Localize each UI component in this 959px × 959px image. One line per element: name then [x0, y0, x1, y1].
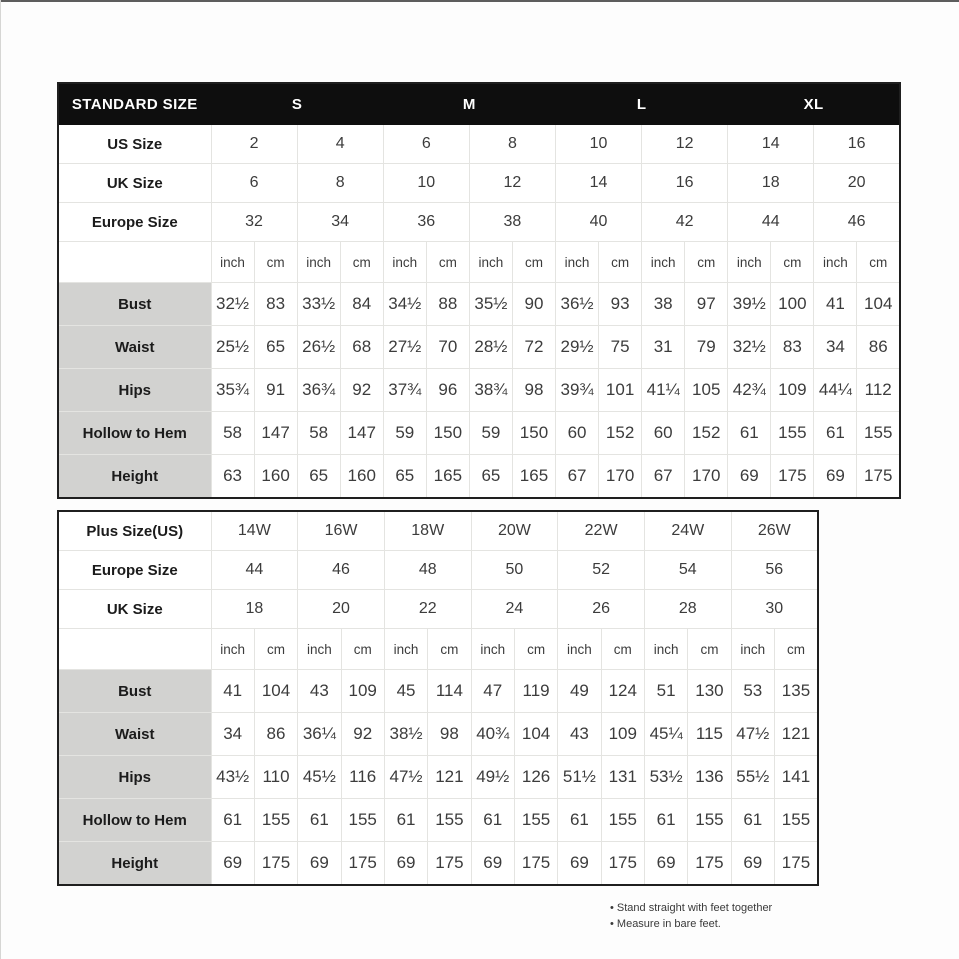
measure-value-cell: 160 [340, 455, 383, 499]
measure-value-cell: 104 [254, 670, 297, 713]
measure-value-cell: 61 [728, 412, 771, 455]
measure-value-cell: 61 [644, 799, 687, 842]
measure-value-cell: 98 [512, 369, 555, 412]
measure-value-cell: 45 [384, 670, 427, 713]
measure-value-cell: 61 [211, 799, 254, 842]
size-value-cell: 10 [556, 125, 642, 164]
measure-value-cell: 40¾ [471, 713, 514, 756]
row-label: Hips [58, 369, 211, 412]
measure-value-cell: 36¼ [298, 713, 341, 756]
measure-value-cell: 96 [426, 369, 469, 412]
measure-value-cell: 28½ [469, 326, 512, 369]
measure-value-cell: 36¾ [297, 369, 340, 412]
measure-row [58, 455, 900, 499]
unit-cell: inch [297, 242, 340, 283]
measure-value-cell: 152 [599, 412, 642, 455]
unit-cell: cm [774, 629, 818, 670]
size-value-cell: 28 [644, 590, 731, 629]
size-group-header: XL [728, 83, 900, 125]
size-row [58, 551, 818, 590]
measure-value-cell: 136 [688, 756, 731, 799]
measure-value-cell: 115 [688, 713, 731, 756]
unit-row-empty-cell [58, 242, 211, 283]
measure-value-cell: 38½ [384, 713, 427, 756]
unit-cell: cm [857, 242, 900, 283]
row-label: UK Size [58, 590, 211, 629]
measure-value-cell: 92 [340, 369, 383, 412]
measure-value-cell: 69 [384, 842, 427, 886]
banner-title: STANDARD SIZE [58, 83, 211, 125]
row-label: Hollow to Hem [58, 412, 211, 455]
unit-cell: inch [644, 629, 687, 670]
measure-value-cell: 53 [731, 670, 774, 713]
size-value-cell: 42 [642, 203, 728, 242]
measure-value-cell: 41¼ [642, 369, 685, 412]
size-value-cell: 2 [211, 125, 297, 164]
measure-row [58, 326, 900, 369]
size-value-cell: 16W [298, 511, 385, 551]
size-value-cell: 30 [731, 590, 818, 629]
measure-value-cell: 147 [340, 412, 383, 455]
measure-value-cell: 112 [857, 369, 900, 412]
measure-value-cell: 114 [428, 670, 471, 713]
size-value-cell: 16 [642, 164, 728, 203]
unit-cell: inch [384, 629, 427, 670]
size-row [58, 203, 900, 242]
measure-value-cell: 86 [857, 326, 900, 369]
measure-value-cell: 32½ [728, 326, 771, 369]
unit-cell: inch [469, 242, 512, 283]
measure-value-cell: 49 [558, 670, 601, 713]
size-value-cell: 16 [814, 125, 900, 164]
size-value-cell: 12 [642, 125, 728, 164]
measure-value-cell: 43 [298, 670, 341, 713]
measure-value-cell: 45½ [298, 756, 341, 799]
size-value-cell: 26 [558, 590, 645, 629]
row-label: UK Size [58, 164, 211, 203]
measure-value-cell: 29½ [556, 326, 599, 369]
size-value-cell: 8 [297, 164, 383, 203]
measure-row [58, 842, 818, 886]
measure-value-cell: 51 [644, 670, 687, 713]
measure-value-cell: 42¾ [728, 369, 771, 412]
size-value-cell: 14W [211, 511, 298, 551]
size-value-cell: 18W [384, 511, 471, 551]
size-value-cell: 56 [731, 551, 818, 590]
measure-value-cell: 61 [814, 412, 857, 455]
measure-value-cell: 175 [771, 455, 814, 499]
unit-cell: cm [341, 629, 384, 670]
measure-value-cell: 65 [469, 455, 512, 499]
measure-value-cell: 65 [383, 455, 426, 499]
size-value-cell: 14 [556, 164, 642, 203]
measure-value-cell: 44¼ [814, 369, 857, 412]
size-row [58, 164, 900, 203]
measure-value-cell: 53½ [644, 756, 687, 799]
row-label: Height [58, 455, 211, 499]
size-value-cell: 36 [383, 203, 469, 242]
measure-value-cell: 86 [254, 713, 297, 756]
measure-value-cell: 101 [599, 369, 642, 412]
measure-value-cell: 147 [254, 412, 297, 455]
measure-value-cell: 69 [644, 842, 687, 886]
measure-value-cell: 150 [512, 412, 555, 455]
unit-cell: cm [512, 242, 555, 283]
footnote-line: • Stand straight with feet together [610, 902, 773, 914]
unit-cell: inch [211, 629, 254, 670]
unit-cell: inch [731, 629, 774, 670]
measure-value-cell: 32½ [211, 283, 254, 326]
measure-value-cell: 135 [774, 670, 818, 713]
unit-cell: cm [428, 629, 471, 670]
row-label: Bust [58, 283, 211, 326]
measure-value-cell: 33½ [297, 283, 340, 326]
unit-cell: cm [254, 629, 297, 670]
measure-value-cell: 104 [857, 283, 900, 326]
measure-value-cell: 90 [512, 283, 555, 326]
size-value-cell: 24W [644, 511, 731, 551]
measure-value-cell: 47½ [384, 756, 427, 799]
measure-value-cell: 160 [254, 455, 297, 499]
measure-value-cell: 58 [211, 412, 254, 455]
measure-value-cell: 39½ [728, 283, 771, 326]
size-group-header: L [556, 83, 728, 125]
measure-value-cell: 104 [514, 713, 557, 756]
measure-value-cell: 109 [771, 369, 814, 412]
measure-value-cell: 69 [814, 455, 857, 499]
unit-cell: inch [471, 629, 514, 670]
row-label: US Size [58, 125, 211, 164]
size-value-cell: 38 [469, 203, 555, 242]
row-label: Hips [58, 756, 211, 799]
size-value-cell: 20 [298, 590, 385, 629]
measure-value-cell: 43½ [211, 756, 254, 799]
size-value-cell: 22 [384, 590, 471, 629]
unit-cell: inch [728, 242, 771, 283]
unit-cell: cm [514, 629, 557, 670]
measure-value-cell: 93 [599, 283, 642, 326]
left-edge-line [0, 0, 1, 959]
measure-value-cell: 105 [685, 369, 728, 412]
size-value-cell: 24 [471, 590, 558, 629]
measure-value-cell: 34 [814, 326, 857, 369]
unit-cell: cm [771, 242, 814, 283]
measure-value-cell: 175 [774, 842, 818, 886]
measure-value-cell: 61 [384, 799, 427, 842]
unit-cell: inch [558, 629, 601, 670]
row-label: Height [58, 842, 211, 886]
measure-value-cell: 155 [514, 799, 557, 842]
measure-value-cell: 126 [514, 756, 557, 799]
size-row [58, 511, 818, 551]
size-value-cell: 6 [211, 164, 297, 203]
size-value-cell: 34 [297, 203, 383, 242]
unit-cell: inch [642, 242, 685, 283]
measure-value-cell: 170 [599, 455, 642, 499]
measure-value-cell: 121 [774, 713, 818, 756]
measure-value-cell: 69 [558, 842, 601, 886]
measure-value-cell: 83 [254, 283, 297, 326]
size-value-cell: 6 [383, 125, 469, 164]
measure-row [58, 670, 818, 713]
size-value-cell: 40 [556, 203, 642, 242]
size-value-cell: 52 [558, 551, 645, 590]
unit-row [58, 242, 900, 283]
table-banner-row [58, 83, 900, 125]
measure-value-cell: 35¾ [211, 369, 254, 412]
measure-value-cell: 45¼ [644, 713, 687, 756]
measure-value-cell: 155 [774, 799, 818, 842]
measure-value-cell: 109 [601, 713, 644, 756]
measure-value-cell: 59 [469, 412, 512, 455]
measure-value-cell: 55½ [731, 756, 774, 799]
unit-cell: cm [688, 629, 731, 670]
measure-value-cell: 60 [556, 412, 599, 455]
unit-cell: cm [254, 242, 297, 283]
measure-value-cell: 110 [254, 756, 297, 799]
size-row [58, 125, 900, 164]
size-value-cell: 50 [471, 551, 558, 590]
measure-value-cell: 175 [601, 842, 644, 886]
row-label: Hollow to Hem [58, 799, 211, 842]
measure-value-cell: 41 [211, 670, 254, 713]
measure-value-cell: 79 [685, 326, 728, 369]
size-value-cell: 46 [298, 551, 385, 590]
size-row [58, 590, 818, 629]
standard-size-table [57, 82, 901, 499]
measure-value-cell: 67 [556, 455, 599, 499]
size-value-cell: 18 [728, 164, 814, 203]
measure-value-cell: 37¾ [383, 369, 426, 412]
measure-value-cell: 27½ [383, 326, 426, 369]
measure-value-cell: 61 [558, 799, 601, 842]
measure-row [58, 799, 818, 842]
measure-value-cell: 61 [731, 799, 774, 842]
measure-row [58, 369, 900, 412]
measure-value-cell: 34½ [383, 283, 426, 326]
unit-cell: inch [383, 242, 426, 283]
measure-value-cell: 43 [558, 713, 601, 756]
measure-value-cell: 155 [428, 799, 471, 842]
measure-value-cell: 155 [688, 799, 731, 842]
top-edge-line [0, 0, 959, 2]
measure-value-cell: 69 [471, 842, 514, 886]
unit-cell: cm [426, 242, 469, 283]
row-label: Europe Size [58, 203, 211, 242]
measure-value-cell: 97 [685, 283, 728, 326]
measure-value-cell: 131 [601, 756, 644, 799]
size-value-cell: 14 [728, 125, 814, 164]
row-label: Waist [58, 326, 211, 369]
measure-value-cell: 116 [341, 756, 384, 799]
size-value-cell: 44 [211, 551, 298, 590]
unit-cell: cm [601, 629, 644, 670]
measure-value-cell: 72 [512, 326, 555, 369]
size-value-cell: 48 [384, 551, 471, 590]
measure-value-cell: 75 [599, 326, 642, 369]
measure-value-cell: 68 [340, 326, 383, 369]
measure-value-cell: 49½ [471, 756, 514, 799]
measure-value-cell: 165 [426, 455, 469, 499]
measure-value-cell: 60 [642, 412, 685, 455]
measure-value-cell: 67 [642, 455, 685, 499]
measure-value-cell: 65 [254, 326, 297, 369]
measure-value-cell: 175 [857, 455, 900, 499]
measure-value-cell: 31 [642, 326, 685, 369]
measure-value-cell: 130 [688, 670, 731, 713]
measurement-footnotes [610, 900, 772, 932]
size-value-cell: 4 [297, 125, 383, 164]
measure-row [58, 412, 900, 455]
measure-value-cell: 124 [601, 670, 644, 713]
measure-value-cell: 152 [685, 412, 728, 455]
measure-value-cell: 175 [688, 842, 731, 886]
measure-value-cell: 25½ [211, 326, 254, 369]
measure-value-cell: 170 [685, 455, 728, 499]
measure-row [58, 756, 818, 799]
measure-value-cell: 150 [426, 412, 469, 455]
measure-value-cell: 65 [297, 455, 340, 499]
measure-value-cell: 175 [514, 842, 557, 886]
row-label: Waist [58, 713, 211, 756]
measure-value-cell: 121 [428, 756, 471, 799]
measure-value-cell: 98 [428, 713, 471, 756]
measure-value-cell: 84 [340, 283, 383, 326]
measure-value-cell: 175 [254, 842, 297, 886]
measure-value-cell: 61 [471, 799, 514, 842]
measure-value-cell: 36½ [556, 283, 599, 326]
size-value-cell: 44 [728, 203, 814, 242]
measure-value-cell: 109 [341, 670, 384, 713]
measure-value-cell: 63 [211, 455, 254, 499]
size-value-cell: 18 [211, 590, 298, 629]
measure-value-cell: 35½ [469, 283, 512, 326]
measure-value-cell: 26½ [297, 326, 340, 369]
unit-cell: cm [340, 242, 383, 283]
measure-value-cell: 69 [298, 842, 341, 886]
size-value-cell: 10 [383, 164, 469, 203]
measure-value-cell: 155 [857, 412, 900, 455]
measure-value-cell: 155 [771, 412, 814, 455]
measure-value-cell: 69 [211, 842, 254, 886]
size-value-cell: 26W [731, 511, 818, 551]
unit-cell: cm [599, 242, 642, 283]
measure-value-cell: 61 [298, 799, 341, 842]
measure-value-cell: 41 [814, 283, 857, 326]
unit-row-empty-cell [58, 629, 211, 670]
measure-value-cell: 38 [642, 283, 685, 326]
measure-row [58, 283, 900, 326]
measure-value-cell: 70 [426, 326, 469, 369]
measure-value-cell: 69 [731, 842, 774, 886]
measure-value-cell: 155 [601, 799, 644, 842]
measure-value-cell: 59 [383, 412, 426, 455]
measure-value-cell: 119 [514, 670, 557, 713]
row-label: Plus Size(US) [58, 511, 211, 551]
size-value-cell: 32 [211, 203, 297, 242]
row-label: Bust [58, 670, 211, 713]
measure-value-cell: 83 [771, 326, 814, 369]
unit-cell: inch [556, 242, 599, 283]
unit-cell: inch [298, 629, 341, 670]
measure-value-cell: 100 [771, 283, 814, 326]
measure-value-cell: 47 [471, 670, 514, 713]
size-value-cell: 46 [814, 203, 900, 242]
measure-value-cell: 39¾ [556, 369, 599, 412]
measure-value-cell: 38¾ [469, 369, 512, 412]
unit-row [58, 629, 818, 670]
footnote-line: • Measure in bare feet. [610, 918, 721, 930]
size-value-cell: 20 [814, 164, 900, 203]
measure-value-cell: 92 [341, 713, 384, 756]
measure-value-cell: 88 [426, 283, 469, 326]
size-value-cell: 8 [469, 125, 555, 164]
size-value-cell: 20W [471, 511, 558, 551]
measure-value-cell: 58 [297, 412, 340, 455]
unit-cell: inch [814, 242, 857, 283]
unit-cell: inch [211, 242, 254, 283]
measure-value-cell: 91 [254, 369, 297, 412]
measure-value-cell: 155 [341, 799, 384, 842]
size-group-header: M [383, 83, 555, 125]
unit-cell: cm [685, 242, 728, 283]
plus-size-table [57, 510, 819, 886]
measure-value-cell: 47½ [731, 713, 774, 756]
size-value-cell: 22W [558, 511, 645, 551]
measure-value-cell: 51½ [558, 756, 601, 799]
row-label: Europe Size [58, 551, 211, 590]
measure-value-cell: 165 [512, 455, 555, 499]
size-value-cell: 54 [644, 551, 731, 590]
measure-row [58, 713, 818, 756]
measure-value-cell: 34 [211, 713, 254, 756]
measure-value-cell: 175 [428, 842, 471, 886]
measure-value-cell: 141 [774, 756, 818, 799]
measure-value-cell: 175 [341, 842, 384, 886]
measure-value-cell: 69 [728, 455, 771, 499]
measure-value-cell: 155 [254, 799, 297, 842]
size-value-cell: 12 [469, 164, 555, 203]
size-group-header: S [211, 83, 383, 125]
